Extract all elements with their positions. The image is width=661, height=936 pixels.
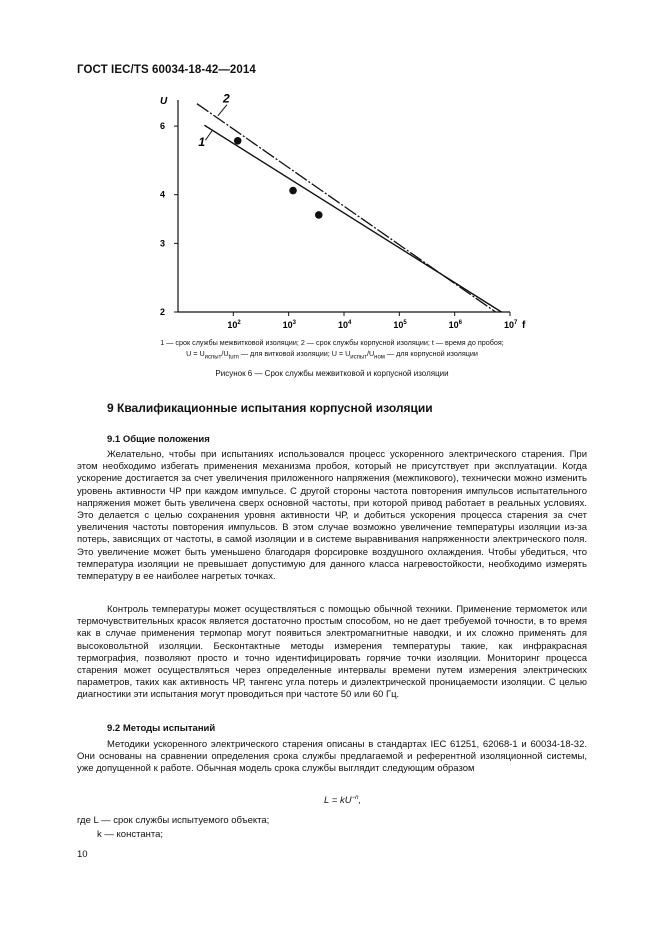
paragraph-9-1-2: Контроль температуры может осуществляться с помощью обычной техники. Применение термометок или термочувствительных красок является достаточно простым способом, но не дает требуемой точности, в то время как в случае применения термопар могут появиться электромагнитные наводки, и их сложно применять для высоковольтной изоляции. Бесконтактные методы измерения температуры такие, как инфракрасная термография, позволяют просто и точно идентифицировать горячие точки изоляции. Мониторинг процесса старения может осуществляться через определенные интервалы времени путем измерения электрических параметров, таких как активность ЧР, тангенс угла потерь и диэлектрической проницаемости изоляции. С целью диагностики эти испытания могут проводиться при частоте 50 или 60 Гц. xyxy=(77,604,587,701)
series-line-1 xyxy=(204,125,501,312)
chart-labels xyxy=(198,92,230,150)
legend-sub: turn xyxy=(228,354,239,361)
chart-series xyxy=(197,104,501,312)
x-tick-exponent: 4 xyxy=(348,320,352,326)
x-tick-exponent: 2 xyxy=(237,320,241,326)
definition-L: где L — срок службы испытуемого объекта; xyxy=(77,815,270,826)
lifetime-formula xyxy=(324,795,361,806)
lifetime-chart xyxy=(0,0,661,380)
x-tick-label: $10^5$ xyxy=(393,320,407,330)
curve-label-2-leader xyxy=(218,105,227,116)
y-tick-label: 6 xyxy=(160,121,166,132)
x-tick-exponent: 7 xyxy=(514,320,518,326)
y-axis-label: U xyxy=(160,96,168,107)
x-tick-label: $10^2$ xyxy=(227,320,241,330)
legend-part: /U xyxy=(221,349,229,358)
x-tick-exponent: 6 xyxy=(458,320,463,326)
figure-legend-line1: 1 — срок службы межвитковой изоляции; 2 — срок службы корпусной изоляции; t — время до пробоя; xyxy=(160,338,504,347)
y-tick-label: 4 xyxy=(160,189,166,200)
legend-part: — для корпусной изоляции xyxy=(384,349,478,358)
section-title: 9 Квалификационные испытания корпусной изоляции xyxy=(107,401,433,415)
legend-part: /U xyxy=(366,349,375,358)
data-point xyxy=(315,211,323,219)
x-tick-exponent: 5 xyxy=(403,320,407,326)
formula-base: L = kU xyxy=(324,795,352,807)
y-tick-label: 3 xyxy=(160,238,166,249)
y-tick-label: 2 xyxy=(160,307,166,317)
formula-exponent: −n xyxy=(351,795,359,801)
data-point xyxy=(289,187,297,195)
paragraph-9-2-1: Методики ускоренного электрического старения описаны в стандартах IEC 61251, 62068-1 и 60034-18-32. Они основаны на сравнении определения срока службы предлагаемой и референтной изоляционной системы, уже допущенной к работе. Обычная модель срока службы выглядит следующим образом xyxy=(77,739,587,775)
legend-sub: испыт xyxy=(350,354,367,361)
subsection-title-9-2: 9.2 Методы испытаний xyxy=(107,723,216,734)
figure-caption: Рисунок 6 — Срок службы межвитковой и корпусной изоляции xyxy=(215,369,449,378)
legend-sub: испыт xyxy=(204,354,222,361)
figure-legend-line2 xyxy=(77,348,587,363)
x-tick-label: $10^6$ xyxy=(448,320,463,330)
curve-label-2: 2 xyxy=(222,91,230,106)
x-axis-label: f xyxy=(522,320,526,331)
x-tick-label: $10^3$ xyxy=(282,320,297,330)
document-header: ГОСТ IEC/TS 60034-18-42—2014 xyxy=(77,64,256,76)
series-line-2 xyxy=(197,104,496,312)
curve-label-1-leader xyxy=(205,130,212,140)
formula-tail: , xyxy=(358,795,362,807)
legend-part: — для витковой изоляции; U = U xyxy=(238,349,351,358)
x-tick-label: $10^4$ xyxy=(338,320,352,330)
data-point xyxy=(234,137,242,145)
x-tick-exponent: 3 xyxy=(292,320,297,326)
legend-sub: ном xyxy=(374,354,385,361)
paragraph-9-1-1: Желательно, чтобы при испытаниях использовался процесс ускоренного электрического старения. При этом необходимо избегать применения механизма пробоя, который не присутствует при эксплуатации. Когда ускорение достигается за счет увеличения приложенного напряжения (межпикового), технически можно изменить уровень активности ЧР при каждом импульсе. С другой стороны частота повторения импульсов испытательного напряжения может быть увеличена сверх основной частоты, при которой привод работает в реальных условиях. Это делается с целью сохранения уровня активности ЧР, и добиться ускорения процесса старения за счет увеличения частоты повторения импульсов. В этом случае возможно увеличение температуры изоляции из-за потерь, зависящих от частоты, в самой изоляции и в системе выравнивания напряженности электрического поля. Это увеличение может быть уменьшено благодаря форсировке воздушного охлаждения. Чтобы убедиться, что температура изоляции не превышает допустимую для данного класса нагревостойкости, необходимо измерять температуру в ее наиболее нагретых точках. xyxy=(77,449,587,583)
definition-k: k — константа; xyxy=(97,829,164,840)
x-tick-label: $10^7$ xyxy=(504,320,518,330)
chart-points xyxy=(234,137,323,219)
chart-axes xyxy=(178,100,510,312)
page-number: 10 xyxy=(77,849,88,860)
legend-part: U = U xyxy=(186,349,205,358)
subsection-title-9-1: 9.1 Общие положения xyxy=(107,434,210,445)
curve-label-1: 1 xyxy=(198,135,206,150)
